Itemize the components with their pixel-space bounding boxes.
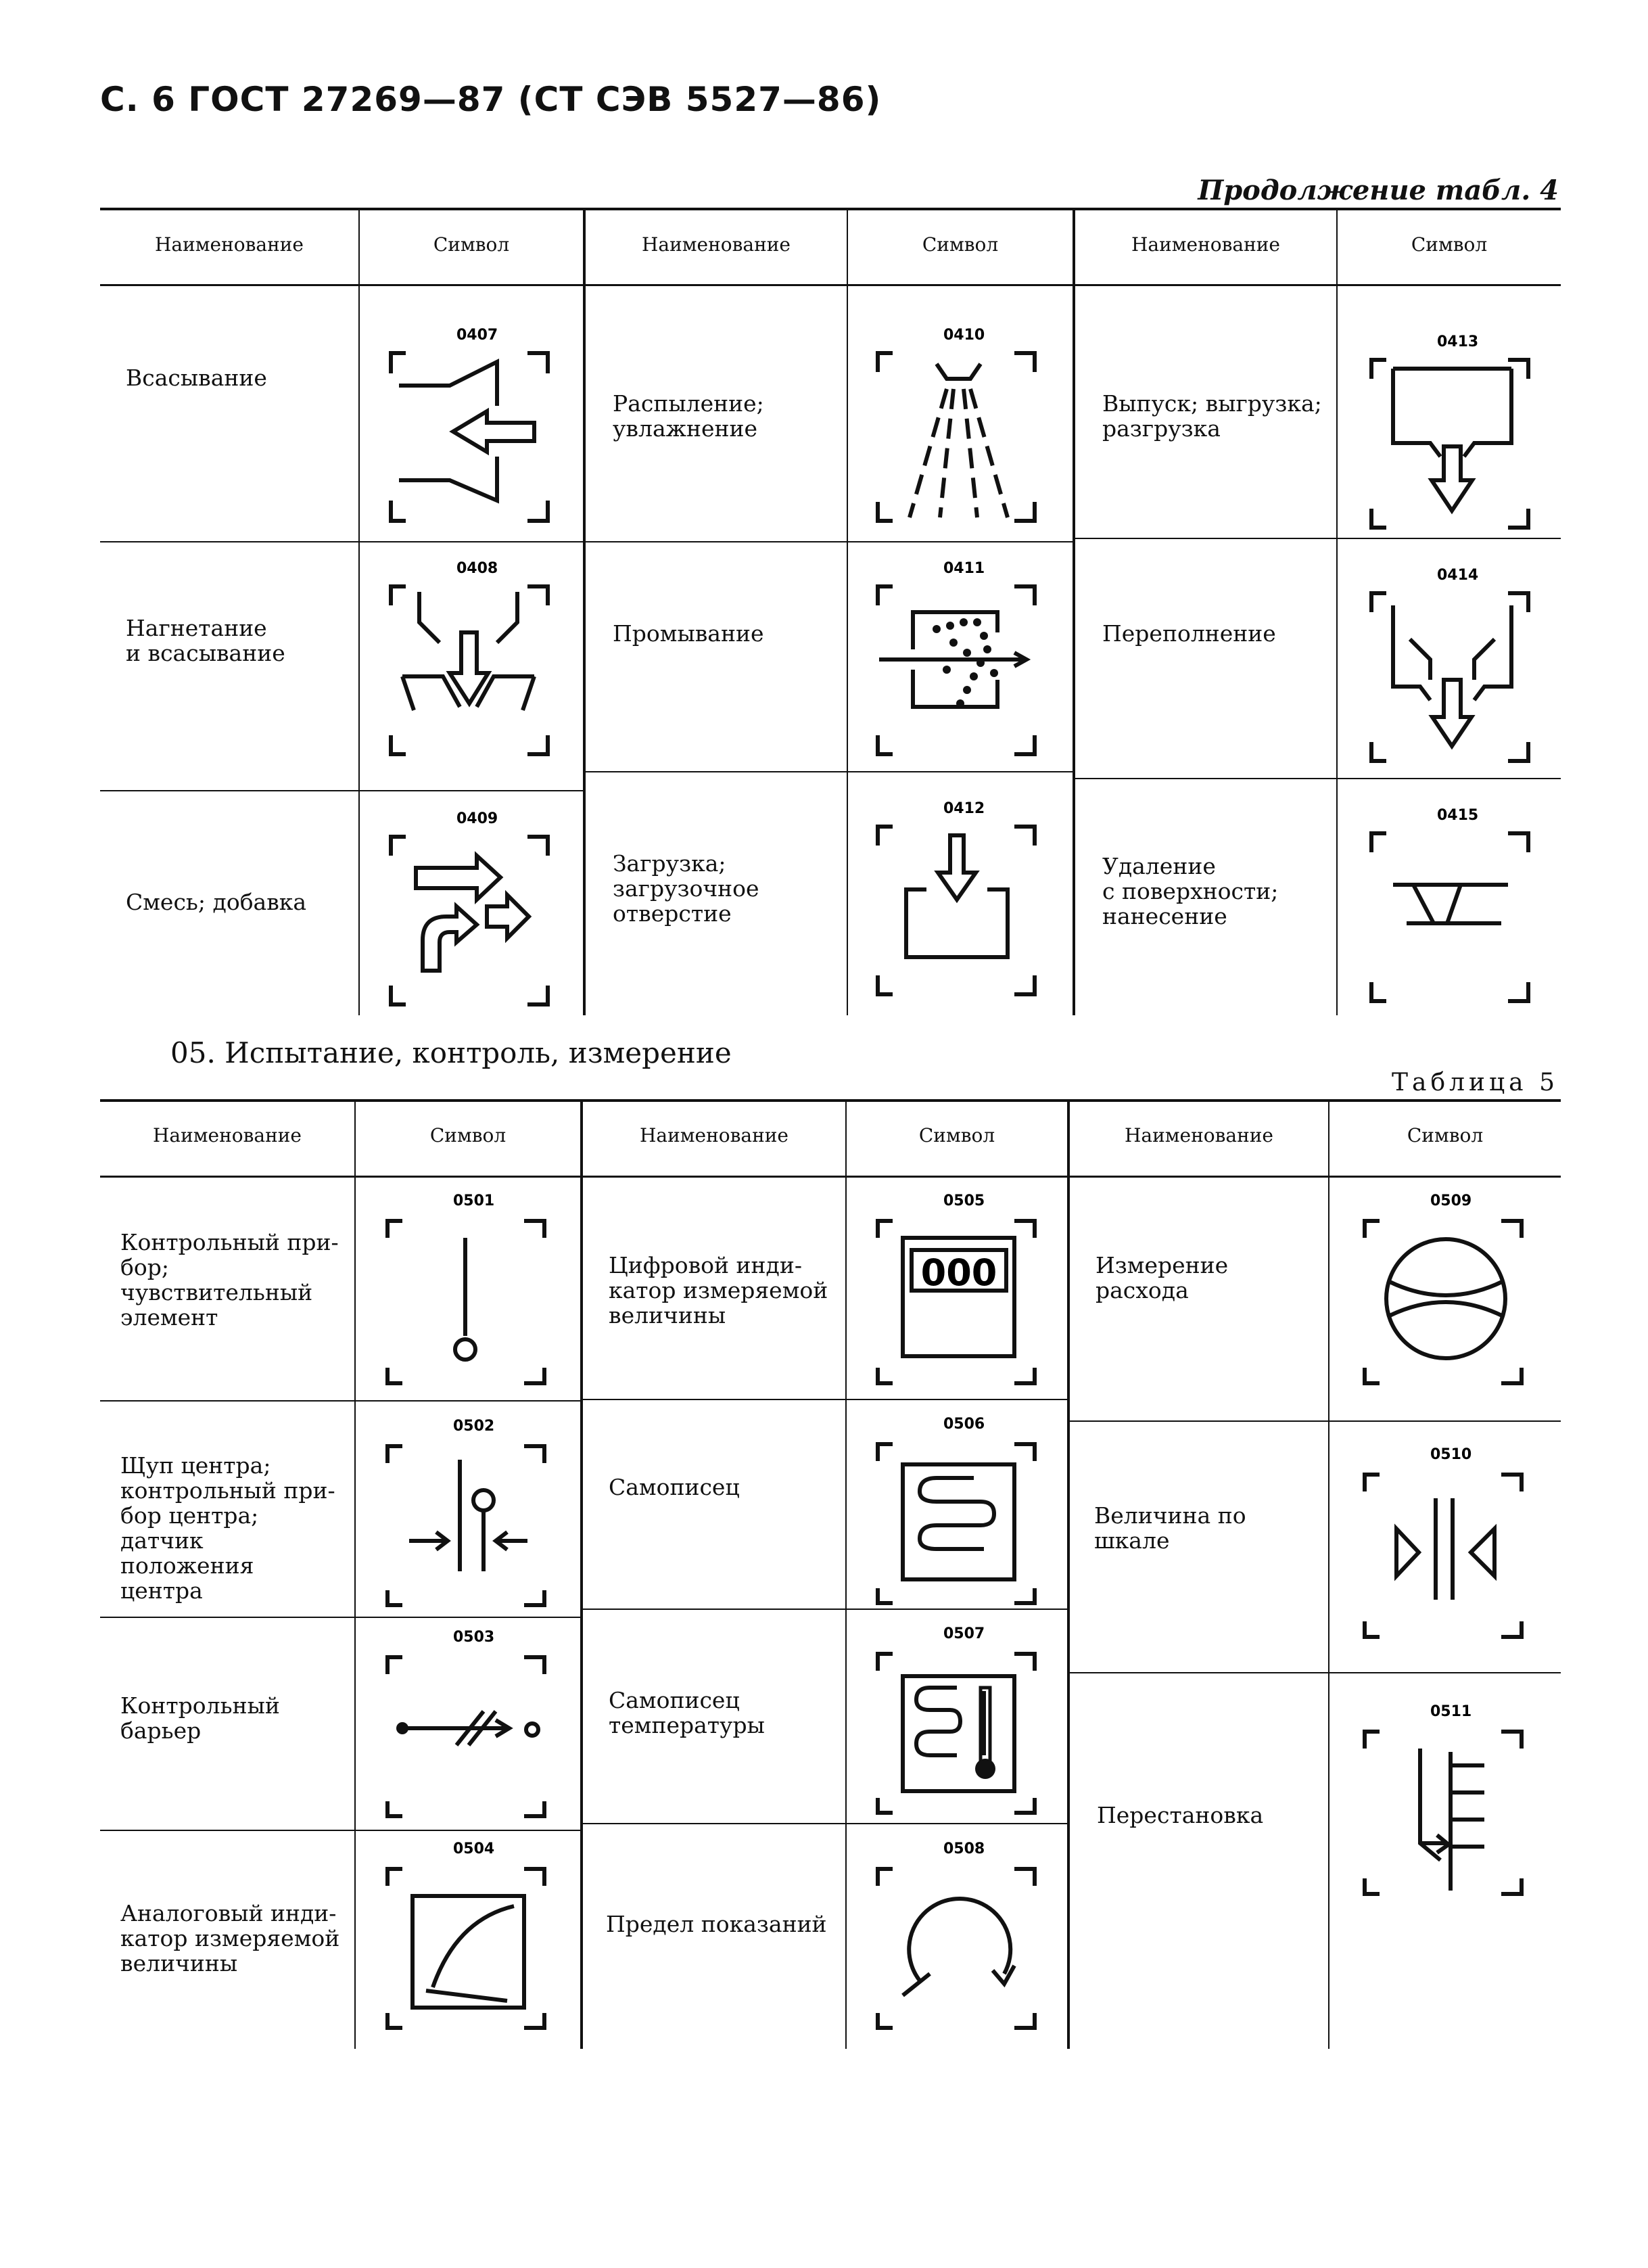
overflow-icon: [1366, 565, 1542, 768]
svg-text:0415: 0415: [1437, 807, 1479, 824]
section-title: 05. Испытание, контроль, измерение: [170, 1036, 732, 1069]
svg-text:0502: 0502: [453, 1418, 495, 1435]
t5-col-symbol-3: Символ: [1407, 1124, 1484, 1147]
svg-text:0511: 0511: [1430, 1703, 1472, 1720]
svg-text:0503: 0503: [453, 1629, 495, 1646]
page-header: С. 6 ГОСТ 27269—87 (СТ СЭВ 5527—86): [100, 80, 882, 119]
t5-col-name-1: Наименование: [153, 1124, 302, 1147]
center-probe-icon: [382, 1416, 558, 1612]
pressure-suction-icon: [385, 558, 561, 761]
reading-limit-icon: [872, 1838, 1048, 2035]
svg-text:0407: 0407: [456, 327, 498, 344]
svg-text:0509: 0509: [1430, 1193, 1472, 1209]
svg-text:0412: 0412: [943, 800, 985, 817]
t5-name-0506: Самописец: [609, 1474, 740, 1500]
t4-col-symbol-1: Символ: [433, 233, 510, 256]
table-continuation-label: Продолжение табл. 4: [1198, 175, 1559, 206]
t4-name-0409: Смесь; добавка: [126, 889, 307, 915]
digital-readout: 000: [920, 1251, 997, 1294]
t5-col-symbol-1: Символ: [429, 1124, 507, 1147]
t5-name-0505: Цифровой инди- катор измеряемой величины: [609, 1252, 828, 1328]
svg-text:0504: 0504: [453, 1841, 495, 1857]
t4-col-symbol-2: Символ: [922, 233, 999, 256]
t5-name-0511: Перестановка: [1097, 1802, 1264, 1828]
digital-indicator-icon: [872, 1190, 1048, 1393]
t4-name-0408: Нагнетание и всасывание: [126, 615, 285, 666]
t5-name-0504: Аналоговый инди- катор измеряемой величины: [120, 1900, 340, 1976]
t5-name-0501: Контрольный при- бор; чувствительный элемент: [120, 1229, 339, 1330]
t4-name-0414: Переполнение: [1102, 620, 1276, 647]
sensing-element-icon: [382, 1190, 558, 1393]
temperature-recorder-icon: [872, 1623, 1048, 1820]
surface-removal-icon: [1366, 805, 1542, 1008]
svg-text:0508: 0508: [943, 1841, 985, 1857]
svg-text:0411: 0411: [943, 560, 985, 577]
svg-text:0413: 0413: [1437, 333, 1479, 350]
t4-name-0407: Всасывание: [126, 365, 267, 391]
svg-text:0409: 0409: [456, 810, 498, 827]
t5-name-0508: Предел показаний: [606, 1911, 827, 1937]
t4-col-name-3: Наименование: [1131, 233, 1280, 256]
t4-name-0412: Загрузка; загрузочное отверстие: [613, 850, 759, 927]
t4-name-0415: Удаление с поверхности; нанесение: [1102, 853, 1279, 929]
svg-text:0501: 0501: [453, 1193, 495, 1209]
svg-text:0414: 0414: [1437, 567, 1479, 584]
t4-col-symbol-3: Символ: [1411, 233, 1488, 256]
t5-name-0509: Измерение расхода: [1096, 1252, 1229, 1303]
t4-name-0413: Выпуск; выгрузка; разгрузка: [1102, 390, 1322, 442]
svg-text:0507: 0507: [943, 1625, 985, 1642]
flow-measurement-icon: [1359, 1190, 1535, 1393]
svg-text:0510: 0510: [1430, 1446, 1472, 1463]
t4-col-name-2: Наименование: [642, 233, 791, 256]
svg-text:0506: 0506: [943, 1416, 985, 1433]
washing-icon: [872, 558, 1048, 761]
discharge-icon: [1366, 331, 1542, 534]
suction-icon: [385, 325, 561, 528]
spraying-icon: [872, 325, 1048, 528]
loading-icon: [872, 798, 1048, 1001]
scale-value-icon: [1359, 1444, 1535, 1647]
t5-col-name-2: Наименование: [640, 1124, 788, 1147]
t5-name-0503: Контрольный барьер: [120, 1692, 280, 1744]
svg-text:0410: 0410: [943, 327, 985, 344]
t4-col-name-1: Наименование: [155, 233, 304, 256]
t5-col-symbol-2: Символ: [918, 1124, 995, 1147]
t5-name-0507: Самописец температуры: [609, 1687, 765, 1738]
table-5-label: Таблица 5: [1392, 1069, 1559, 1096]
t5-name-0502: Щуп центра; контрольный при- бор центра; датчик положения центра: [120, 1452, 335, 1604]
recorder-icon: [872, 1414, 1048, 1610]
analog-indicator-icon: [382, 1838, 558, 2035]
t5-col-name-3: Наименование: [1125, 1124, 1273, 1147]
svg-text:0408: 0408: [456, 560, 498, 577]
adjustment-icon: [1359, 1701, 1535, 1904]
mixture-icon: [385, 808, 561, 1011]
t4-name-0411: Промывание: [613, 620, 764, 647]
t5-name-0510: Величина по шкале: [1094, 1502, 1246, 1554]
t4-name-0410: Распыление; увлажнение: [613, 390, 764, 442]
control-barrier-icon: [382, 1627, 558, 1823]
svg-text:0505: 0505: [943, 1193, 985, 1209]
